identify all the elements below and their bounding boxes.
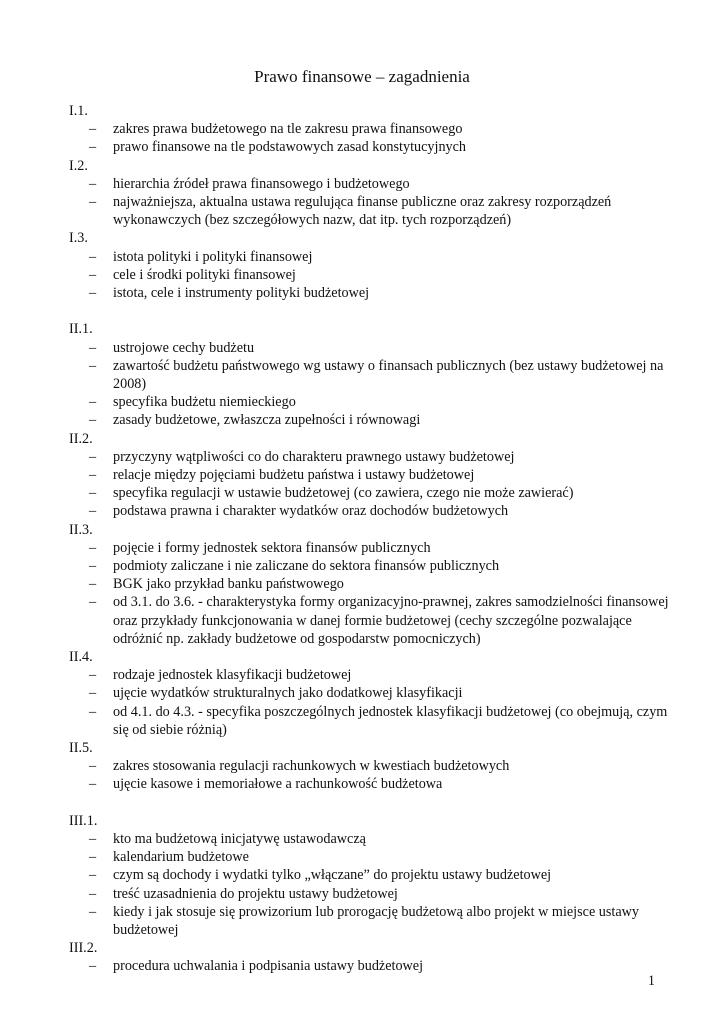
list-item: – zakres stosowania regulacji rachunkowych w kwestiach budżetowych [69, 757, 669, 775]
list-item: – ujęcie kasowe i memoriałowe a rachunkowość budżetowa [69, 775, 669, 793]
list-item: – treść uzasadnienia do projektu ustawy budżetowej [69, 885, 669, 903]
list-item: – ustrojowe cechy budżetu [69, 339, 669, 357]
list-item: – specyfika regulacji w ustawie budżetowej (co zawiera, czego nie może zawierać) [69, 484, 669, 502]
list-item: – cele i środki polityki finansowej [69, 266, 669, 284]
list-item: – relacje między pojęciami budżetu państwa i ustawy budżetowej [69, 466, 669, 484]
section-heading: III.1. [69, 812, 98, 829]
list-item: – czym są dochody i wydatki tylko „włączane” do projektu ustawy budżetowej [69, 866, 669, 884]
section-heading: II.5. [69, 739, 93, 756]
section-heading: II.1. [69, 321, 93, 338]
list-item: – istota polityki i polityki finansowej [69, 248, 669, 266]
list-item: – hierarchia źródeł prawa finansowego i budżetowego [69, 175, 669, 193]
list-item: – kiedy i jak stosuje się prowizorium lub prorogację budżetową albo projekt w miejsce ustawy budżetowej [69, 903, 669, 939]
list-item: – kalendarium budżetowe [69, 848, 669, 866]
list-item: – najważniejsza, aktualna ustawa regulująca finanse publiczne oraz zakresy rozporządzeń wykonawczych (bez szczegółowych nazw, dat itp. tych rozporządzeń) [69, 193, 669, 229]
section-heading: III.2. [69, 940, 98, 957]
list-item: – podmioty zaliczane i nie zaliczane do sektora finansów publicznych [69, 557, 669, 575]
list-item: – pojęcie i formy jednostek sektora finansów publicznych [69, 539, 669, 557]
page-number: 1 [647, 973, 655, 989]
section-heading: I.3. [69, 230, 88, 247]
list-item: – przyczyny wątpliwości co do charakteru prawnego ustawy budżetowej [69, 448, 669, 466]
topics-outline [69, 102, 669, 976]
list-item: – procedura uchwalania i podpisania ustawy budżetowej [69, 957, 669, 975]
page-title: Prawo finansowe – zagadnienia [254, 67, 470, 86]
list-item: – podstawa prawna i charakter wydatków oraz dochodów budżetowych [69, 502, 669, 520]
list-item: – ujęcie wydatków strukturalnych jako dodatkowej klasyfikacji [69, 684, 669, 702]
list-item: – od 4.1. do 4.3. - specyfika poszczególnych jednostek klasyfikacji budżetowej (co obejmują, czym się od siebie różnią) [69, 703, 669, 739]
section-heading: II.2. [69, 430, 93, 447]
list-item: – specyfika budżetu niemieckiego [69, 393, 669, 411]
list-item: – prawo finansowe na tle podstawowych zasad konstytucyjnych [69, 138, 669, 156]
list-item: – zakres prawa budżetowego na tle zakresu prawa finansowego [69, 120, 669, 138]
list-item: – od 3.1. do 3.6. - charakterystyka formy organizacyjno-prawnej, zakres samodzielności finansowej oraz przykłady funkcjonowania w danej formie budżetowej (cechy szczególne pozwalające odróżnić np. zakłady budżetowe od gospodarstw pomocniczych) [69, 593, 669, 648]
list-item: – rodzaje jednostek klasyfikacji budżetowej [69, 666, 669, 684]
section-heading: I.1. [69, 103, 88, 119]
section-heading: II.3. [69, 521, 93, 538]
section-heading: II.4. [69, 648, 93, 665]
list-item: – zasady budżetowe, zwłaszcza zupełności i równowagi [69, 411, 669, 429]
list-item: – kto ma budżetową inicjatywę ustawodawczą [69, 830, 669, 848]
list-item: – BGK jako przykład banku państwowego [69, 575, 669, 593]
section-heading: I.2. [69, 157, 88, 174]
list-item: – zawartość budżetu państwowego wg ustawy o finansach publicznych (bez ustawy budżetowej na 2008) [69, 357, 669, 393]
list-item: – istota, cele i instrumenty polityki budżetowej [69, 284, 669, 302]
